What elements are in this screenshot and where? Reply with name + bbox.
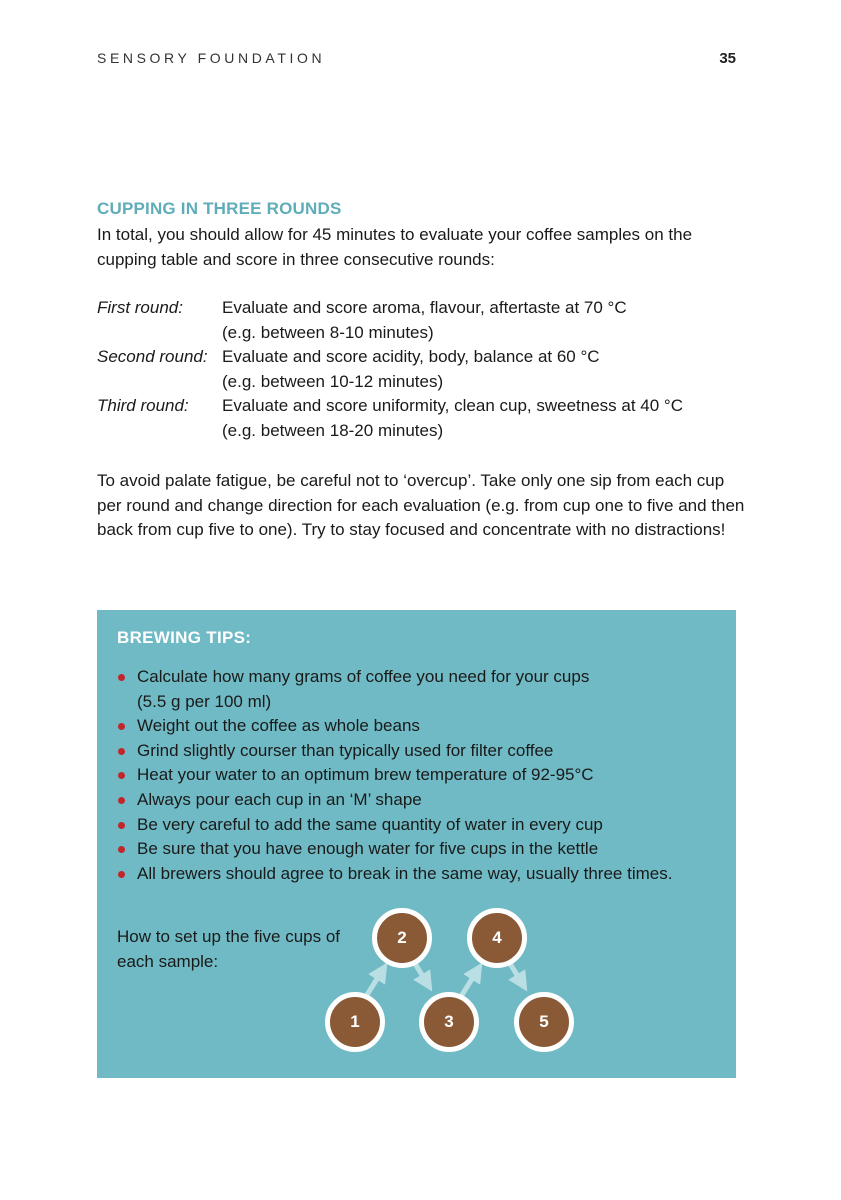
round-second — [97, 345, 747, 394]
cup-4: 4 — [467, 908, 527, 968]
round-timing: (e.g. between 8-10 minutes) — [222, 322, 434, 342]
section-title: CUPPING IN THREE ROUNDS — [97, 199, 342, 218]
round-description: Evaluate and score acidity, body, balance at 60 °C — [222, 347, 600, 366]
intro-paragraph: In total, you should allow for 45 minutes to evaluate your coffee samples on the cupping table and score in three consecutive rounds: — [97, 225, 693, 269]
round-timing: (e.g. between 10-12 minutes) — [222, 371, 444, 391]
tip-item: All brewers should agree to break in the same way, usually three times. — [117, 862, 672, 887]
round-first — [97, 296, 747, 345]
tips-title: BREWING TIPS: — [117, 628, 252, 647]
running-title: SENSORY FOUNDATION — [97, 50, 326, 66]
cup-5: 5 — [514, 992, 574, 1052]
round-third — [97, 394, 747, 443]
tip-item: Be very careful to add the same quantity of water in every cup — [117, 813, 672, 838]
tip-item: Calculate how many grams of coffee you need for your cups (5.5 g per 100 ml) — [117, 665, 672, 714]
round-description: Evaluate and score uniformity, clean cup, sweetness at 40 °C — [222, 396, 684, 415]
brewing-tips-box — [97, 610, 736, 1078]
round-timing: (e.g. between 18-20 minutes) — [222, 420, 444, 440]
cup-3: 3 — [419, 992, 479, 1052]
cup-arrows — [97, 610, 736, 1078]
tip-item: Always pour each cup in an ‘M’ shape — [117, 788, 672, 813]
tip-item: Grind slightly courser than typically used for filter coffee — [117, 739, 672, 764]
rounds-list — [97, 296, 747, 443]
tip-item: Be sure that you have enough water for five cups in the kettle — [117, 837, 672, 862]
arrow-3-to-4 — [460, 971, 477, 998]
round-label: Second round: — [97, 347, 208, 366]
cup-2: 2 — [372, 908, 432, 968]
round-label: Third round: — [97, 396, 189, 415]
round-label: First round: — [97, 298, 183, 317]
cups-setup-label: How to set up the five cups of each sample: — [117, 927, 341, 971]
tip-item: Weight out the coffee as whole beans — [117, 714, 672, 739]
advice-paragraph: To avoid palate fatigue, be careful not to ‘overcup’. Take only one sip from each cup per round and change direction for each evaluation (e.g. from cup one to five and then back from cup five to one). Try to stay focused and concentrate with no distractions! — [97, 471, 745, 539]
cup-1: 1 — [325, 992, 385, 1052]
tip-item: Heat your water to an optimum brew temperature of 92-95°C — [117, 763, 672, 788]
page-number: 35 — [719, 50, 736, 67]
arrow-4-to-5 — [509, 962, 522, 983]
round-description: Evaluate and score aroma, flavour, aftertaste at 70 °C — [222, 298, 627, 317]
arrow-2-to-3 — [414, 962, 427, 983]
